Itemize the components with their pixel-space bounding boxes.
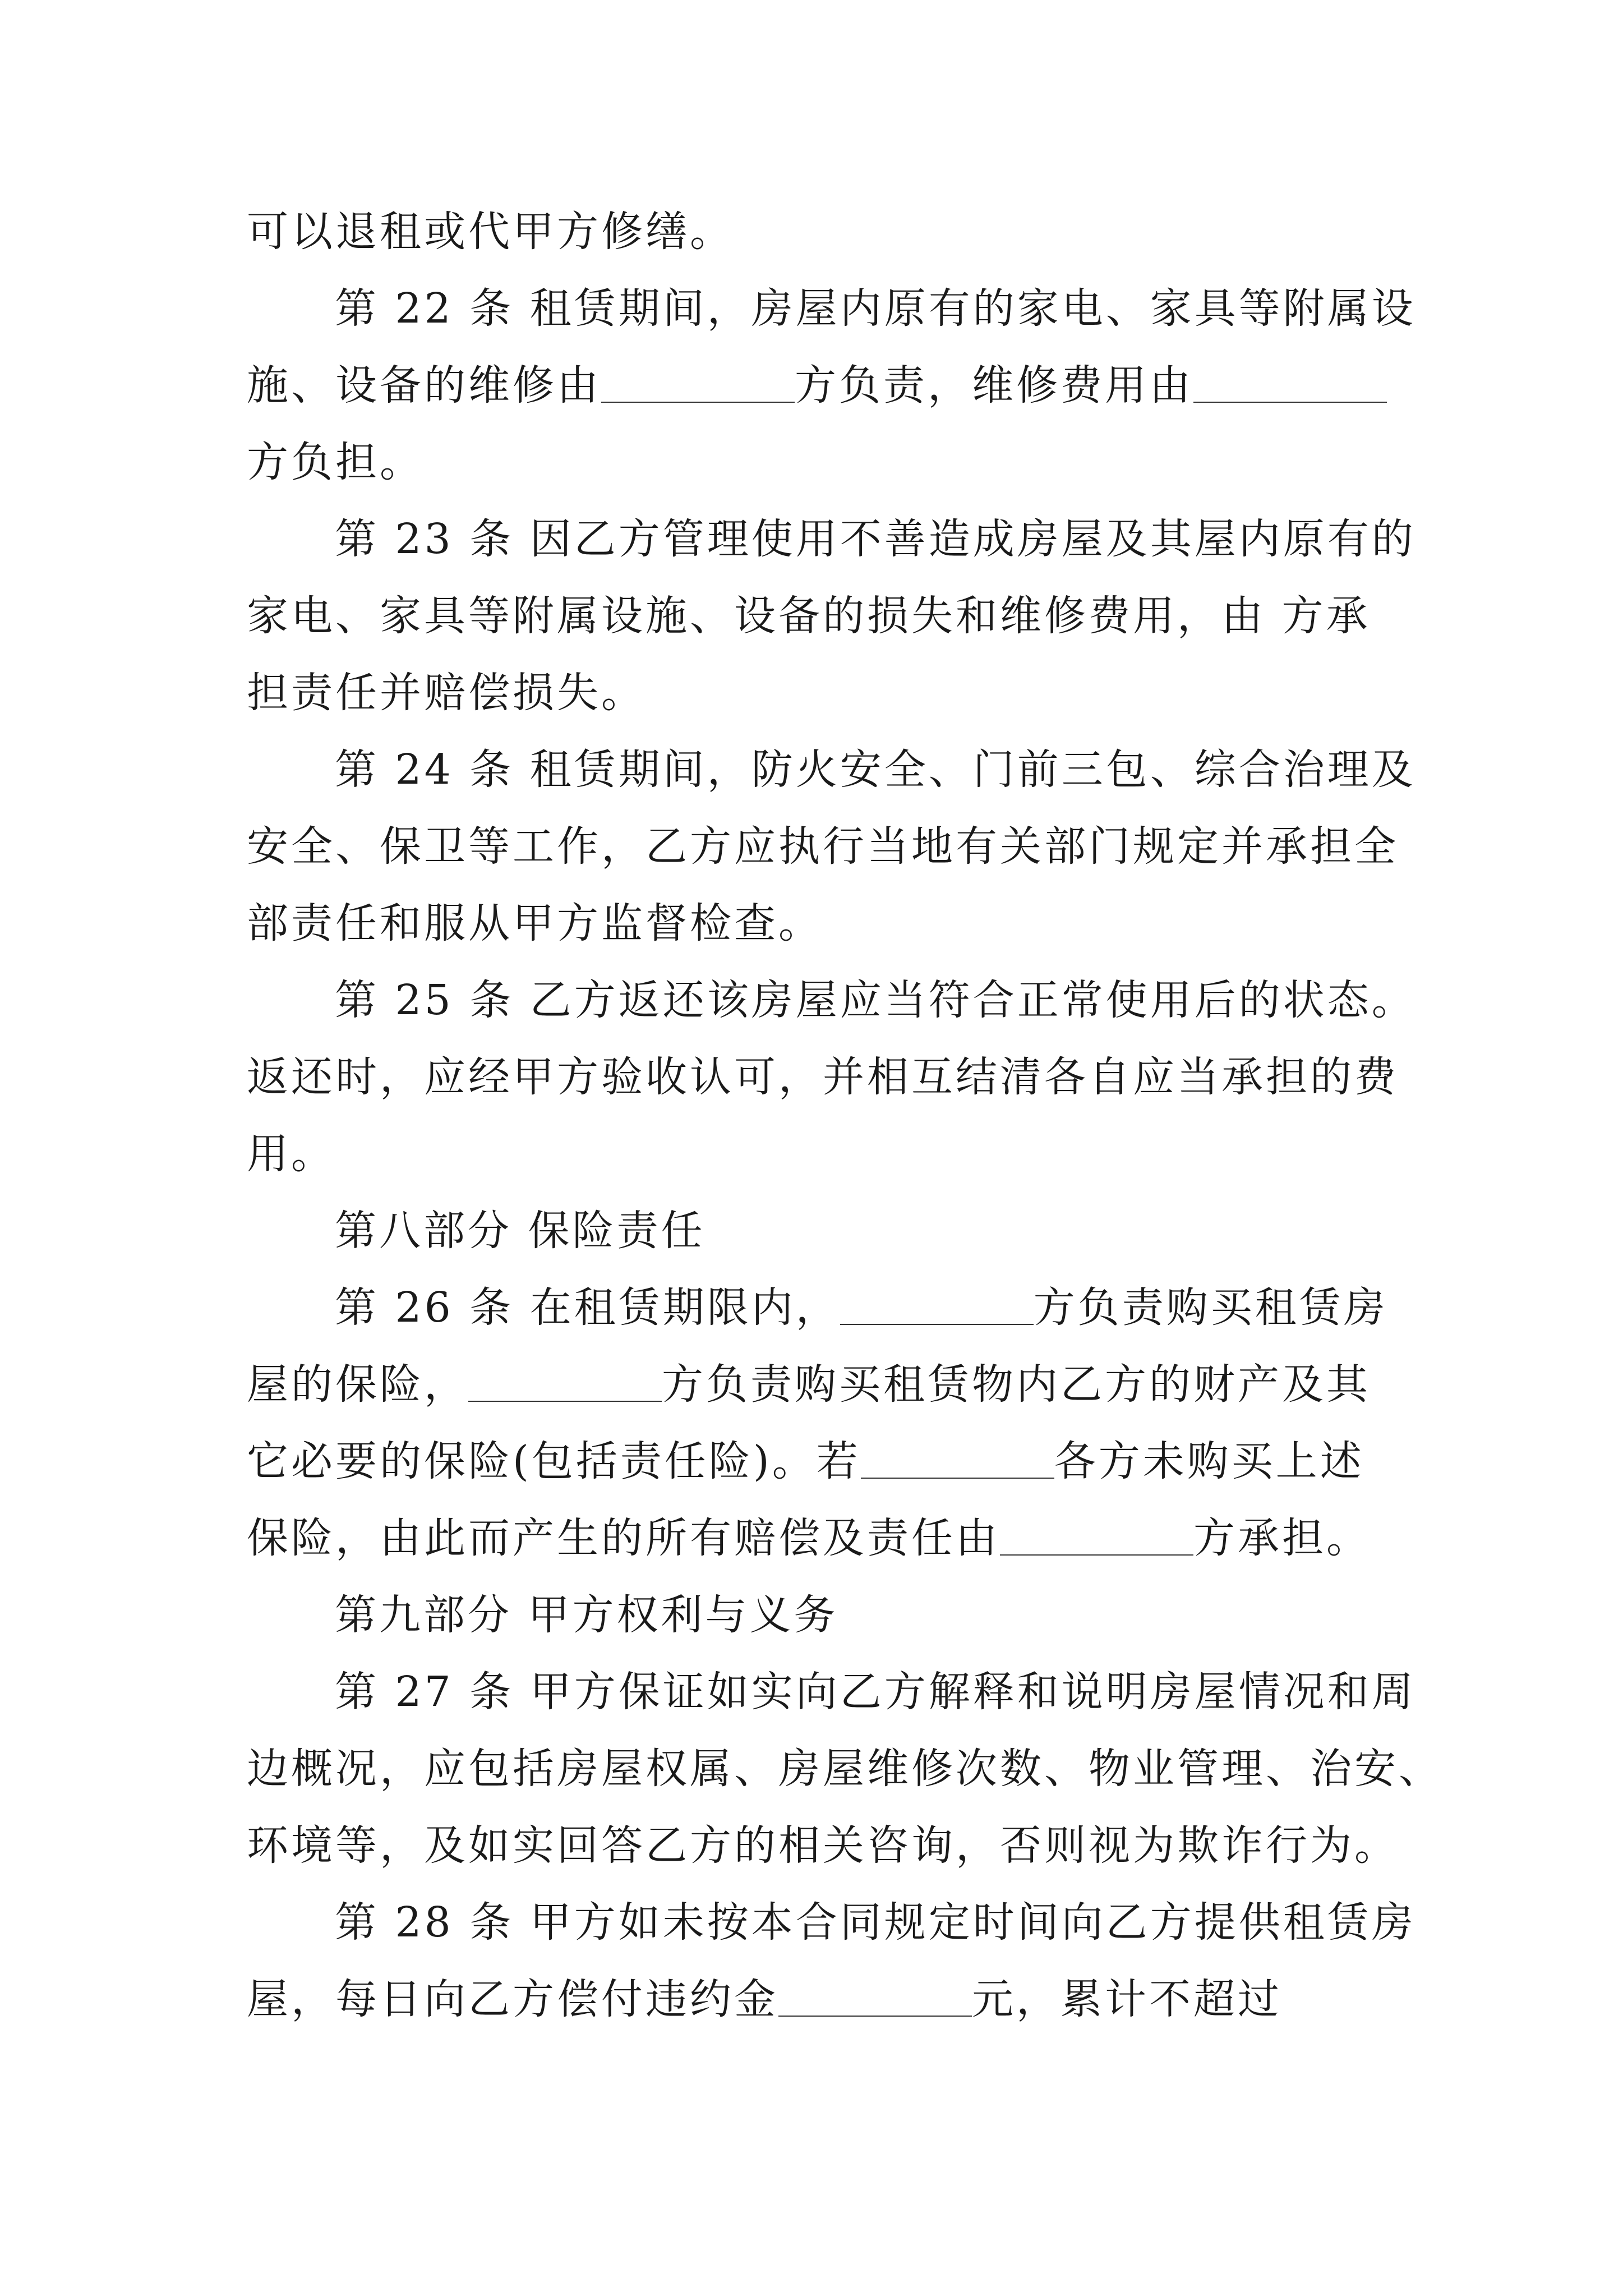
line-text: 各方未购买上述 xyxy=(1054,1437,1364,1485)
article-28 xyxy=(247,1884,1416,1961)
line-text: 边概况，应包括房屋权属、房屋维修次数、物业管理、治安、 xyxy=(247,1745,1443,1793)
article-23 xyxy=(247,501,1416,578)
line-text: 方负责，维修费用由 xyxy=(795,361,1193,409)
line-text: 可以退租或代甲方修缮。 xyxy=(247,208,734,256)
fill-blank[interactable] xyxy=(1193,360,1387,403)
article-27 xyxy=(247,1654,1416,1731)
line-text: 屋的保险， xyxy=(247,1360,468,1409)
line-text: 方负责购买租赁物内乙方的财产及其 xyxy=(662,1360,1371,1409)
line-text: 方负责购买租赁房 xyxy=(1033,1283,1388,1332)
article-24 xyxy=(247,731,1416,808)
article-22 xyxy=(247,270,1416,347)
line-text: 用。 xyxy=(247,1130,335,1178)
text-line xyxy=(247,578,1380,655)
fill-blank[interactable] xyxy=(840,1282,1034,1325)
line-text: 部责任和服从甲方监督检查。 xyxy=(247,899,823,947)
line-text: 第 26 条 在租赁期限内， xyxy=(335,1283,840,1332)
line-text: 安全、保卫等工作，乙方应执行当地有关部门规定并承担全 xyxy=(247,822,1399,871)
line-text: 元，累计不超过 xyxy=(972,1975,1282,2023)
line-text: 环境等，及如实回答乙方的相关咨询，否则视为欺诈行为。 xyxy=(247,1821,1399,1870)
line-text: 方负担。 xyxy=(247,438,424,486)
text-line xyxy=(247,1731,1443,1807)
text-line xyxy=(247,424,1380,501)
section-title: 第八部分 保险责任 xyxy=(335,1207,706,1255)
contract-body xyxy=(247,194,1443,2038)
text-line xyxy=(247,1807,1399,1884)
fill-blank[interactable] xyxy=(601,360,795,403)
text-line xyxy=(247,194,1380,270)
text-line xyxy=(247,1961,1380,2038)
line-text: 家电、家具等附属设施、设备的损失和维修费用，由 方承 xyxy=(247,592,1371,640)
text-line xyxy=(247,1423,1380,1500)
line-text: 第 23 条 因乙方管理使用不善造成房屋及其屋内原有的 xyxy=(335,515,1416,563)
section-heading-part-8 xyxy=(247,1193,1380,1269)
text-line xyxy=(247,1039,1399,1116)
article-26 xyxy=(247,1269,1388,1346)
text-line xyxy=(247,808,1399,885)
text-line xyxy=(247,655,1380,731)
text-line xyxy=(247,1500,1380,1577)
fill-blank[interactable] xyxy=(861,1436,1054,1479)
section-heading-part-9 xyxy=(247,1577,1380,1654)
line-text: 第 24 条 租赁期间，防火安全、门前三包、综合治理及 xyxy=(335,746,1416,794)
fill-blank[interactable] xyxy=(468,1359,662,1402)
text-line xyxy=(247,1116,1380,1193)
text-line xyxy=(247,885,1380,962)
line-text: 第 25 条 乙方返还该房屋应当符合正常使用后的状态。 xyxy=(335,976,1416,1024)
line-text: 屋，每日向乙方偿付违约金 xyxy=(247,1975,778,2023)
text-line xyxy=(247,347,1380,424)
line-text: 它必要的保险(包括责任险)。若 xyxy=(247,1437,861,1485)
line-text: 第 27 条 甲方保证如实向乙方解释和说明房屋情况和周 xyxy=(335,1668,1416,1716)
line-text: 返还时，应经甲方验收认可，并相互结清各自应当承担的费 xyxy=(247,1053,1399,1101)
text-line xyxy=(247,1346,1380,1423)
section-title: 第九部分 甲方权利与义务 xyxy=(335,1591,838,1639)
line-text: 第 28 条 甲方如未按本合同规定时间向乙方提供租赁房 xyxy=(335,1898,1416,1947)
line-text: 方承担。 xyxy=(1193,1514,1371,1562)
line-text: 第 22 条 租赁期间，房屋内原有的家电、家具等附属设 xyxy=(335,284,1416,333)
line-text: 担责任并赔偿损失。 xyxy=(247,669,645,717)
article-25 xyxy=(247,962,1416,1039)
fill-blank[interactable] xyxy=(1000,1513,1193,1556)
line-text: 施、设备的维修由 xyxy=(247,361,601,409)
fill-blank[interactable] xyxy=(778,1974,972,2017)
line-text: 保险，由此而产生的所有赔偿及责任由 xyxy=(247,1514,1000,1562)
